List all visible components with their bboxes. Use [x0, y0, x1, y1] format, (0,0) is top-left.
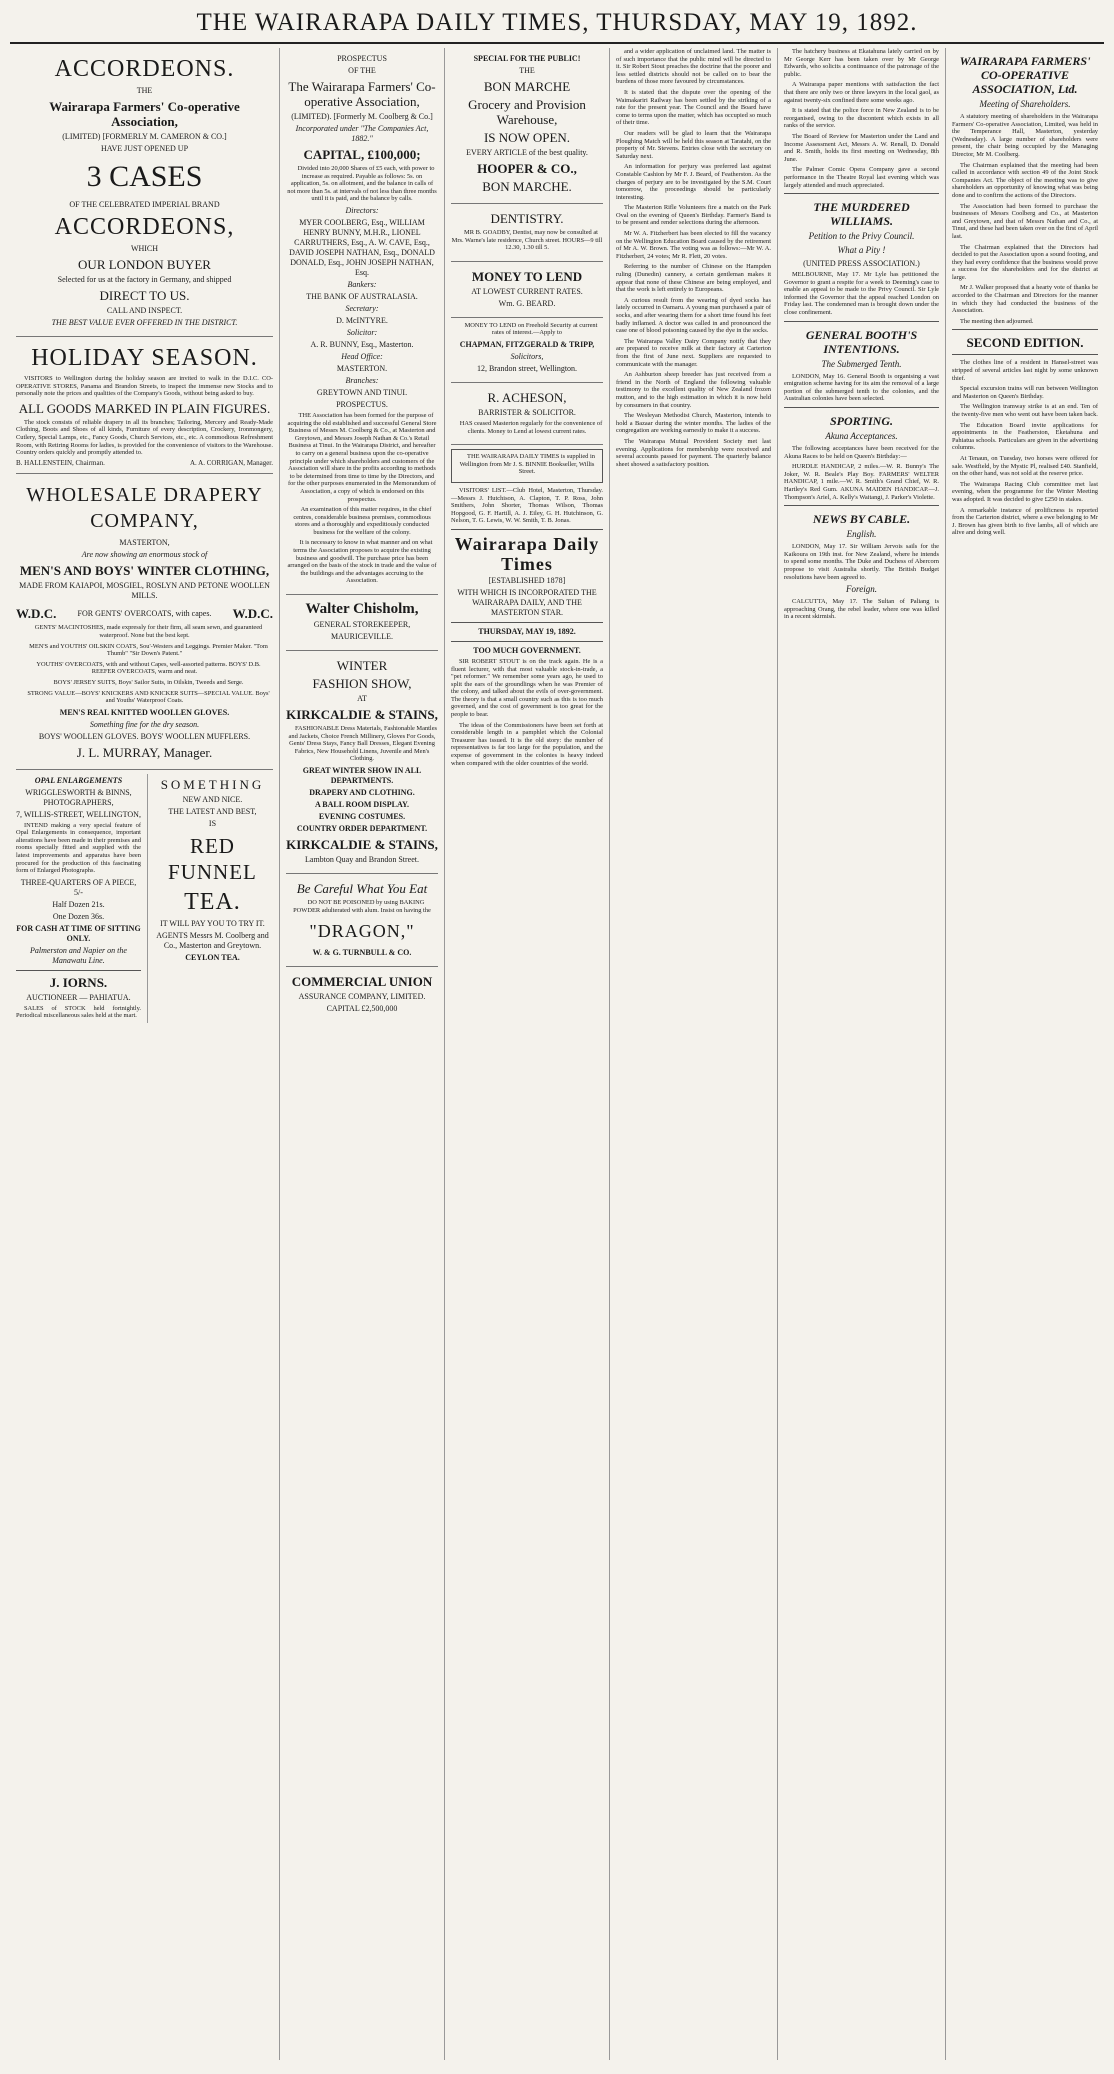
wholesale-showing: Are now showing an enormous stock of: [81, 550, 208, 560]
meeting-body-1: A statutory meeting of shareholders in the Wairarapa Farmers' Co-operative Association, Limited, was held in the Temperance Hall, Masterton, yesterday (Wednesday). A large number of shareholders were present, the chair being occupied by the Managing Director, Mr M. Coolberg.: [952, 113, 1098, 158]
gents-text: GENTS' MACINTOSHES, made expressly for their firm, all seam sewn, and guaranteed waterproof. None but the best kept.: [34, 624, 263, 639]
boys-jersey-text: BOYS' JERSEY SUITS, Boys' Sailor Suits, in Oilskin, Tweeds and Serge.: [53, 678, 244, 686]
second-body-2: Special excursion trains will run between Wellington and Masterton on Queen's Birthday.: [952, 385, 1098, 400]
second-body-6: The Wairarapa Racing Club committee met last evening, when the programme for the Winter Meeting was adopted. It was decided to give £250 in stakes.: [952, 480, 1098, 503]
chisholm-ad: [286, 595, 438, 651]
of-the: OF THE: [348, 66, 376, 75]
dentistry-title: DENTISTRY.: [490, 211, 564, 226]
divider: [952, 354, 1098, 355]
made-from: MADE FROM KAIAPOI, MOSGIEL, ROSLYN AND PETONE WOOLLEN MILLS.: [19, 581, 270, 601]
secretary-text: D. McINTYRE.: [336, 315, 388, 325]
bon-marche-2: BON MARCHE.: [482, 179, 572, 194]
is-label: IS: [208, 818, 217, 828]
news-body-1: and a wider application of unclaimed land. The matter is of such importance that the public mind will be directed to it. Sir Robert Stout preaches the doctrine that the poorer and less settled districts should not be called on to bear the burdens of those more favoured by circumstances.: [616, 48, 771, 86]
with-which: WITH WHICH IS INCORPORATED THE WAIRARAPA DAILY, AND THE MASTERTON STAR.: [457, 587, 597, 617]
cable-body-1: LONDON, May 17. Sir William Jervois sails for the Kaikoura on 19th inst. for New Zealand, where he intends to spend some months. The Duke and Duchess of Abercorn propose to visit Australia shortly. The British Budget resolutions have been agreed to.: [784, 543, 939, 581]
local-body-5: The Palmer Comic Opera Company gave a second performance in the Theatre Royal last evening which was largely attended and much appreciated.: [784, 166, 939, 189]
date-line: THURSDAY, MAY 19, 1892.: [478, 626, 576, 636]
incorporated: Incorporated under "The Companies Act, 1882.": [295, 124, 429, 143]
dentistry-text: MR B. GOADBY, Dentist, may now be consulted at Mrs. Warne's late residence, Church street. HOURS—9 till 12.30, 1.30 till 5.: [451, 229, 603, 252]
news-body-10: An Ashburton sheep breeder has just received from a friend in the North of England the following valuable testimony to the excellent quality of New Zealand frozen mutton, and to the high estimation in which it is now held by consumers in that country.: [616, 371, 771, 409]
which: WHICH: [130, 244, 159, 253]
great-winter: GREAT WINTER SHOW IN ALL DEPARTMENTS.: [302, 766, 422, 785]
ceylon-tea: CEYLON TEA.: [185, 952, 240, 962]
strong-value-text: STRONG VALUE—BOYS' KNICKERS AND KNICKER SUITS—SPECIAL VALUE. Boys' and Youths' Waterproof Coats.: [27, 689, 270, 705]
too-much-government: TOO MUCH GOVERNMENT.: [473, 645, 581, 655]
london-buyer: OUR LONDON BUYER: [78, 257, 211, 272]
daily-times-text: THE WAIRARAPA DAILY TIMES is supplied in Wellington from Mr J. S. BINNIE Bookseller, Willis Street.: [459, 453, 595, 476]
meeting-body-3: The Association had been formed to purchase the businesses of Messrs Coolberg and Co., at Masterton and Greytown, and that of Messrs Nathan and Co., at Tinui, and these had been taken over on the first of April last.: [952, 202, 1098, 240]
prospectus-ad: [286, 48, 438, 595]
prospectus-body-1: THE Association has been formed for the purpose of acquiring the old established and successful General Store Business of Messrs M. Coolberg & Co., at Masterton and Greytown, and Messrs Joseph Nathan & Co.'s Retail Business at Tinui. In the Wairarapa District, and hereafter to carry on a general business upon the co-operative principle under which shareholders and customers of the Association will share in the profits according to methods to be determined from time to time by the Directors, and for the other purposes enumerated in the Memorandum of Association, a copy of which is endorsed on this prospectus.: [287, 411, 437, 503]
opal-cash: FOR CASH AT TIME OF SITTING ONLY.: [16, 923, 141, 943]
masthead-rule: [10, 42, 1104, 44]
money-title: MONEY TO LEND: [471, 268, 583, 284]
capital-text: Divided into 20,000 Shares of £5 each, with power to increase as required. Payable as follows: 5s. on application, 5s. on allotment, and the balance in calls of not more than 5s. at intervals of not less than three months until it is paid, and the balance by calls.: [287, 165, 437, 203]
money-text: MONEY TO LEND on Freehold Security at current rates of interest.—Apply to: [464, 321, 598, 337]
grocery: Grocery and Provision Warehouse,: [468, 97, 586, 127]
second-edition: SECOND EDITION.: [966, 335, 1084, 351]
money-ad: [451, 262, 603, 318]
meeting-subtitle: Meeting of Shareholders.: [979, 99, 1071, 109]
news-body-2: It is stated that the dispute over the opening of the Waimakariri Railway has been settled by the striking of a rate for the present year. The Council and the Board have come to terms upon the matter, which has occupied so much of their time.: [616, 88, 771, 127]
divider: [784, 407, 939, 408]
limited-label: (LIMITED) [FORMERLY M. CAMERON & CO.]: [62, 132, 227, 141]
visitors-list: VISITORS' LIST.—Club Hotel, Masterton, Thursday.—Messrs J. Hutchison, A. Clapton, T. P. Ross, John Smithers, John Shorter, Thomas Wilson, Thomas Hopgood, G. F. Hartill, A. J. Eiley, G. H. Hutchinson, G. Nelson, T. G. Lewis, W. W. Smith, T. B. Jonas.: [451, 486, 603, 525]
accordeons-title: ACCORDEONS.: [54, 56, 235, 82]
news-body-7: Referring to the number of Chinese on the Hampden ruling (Dunedin) cannery, a certain gentleman makes it appear that none of these Chinese are being employed, and that the work is left entirely to Europeans.: [616, 263, 771, 294]
selected: Selected for us at the factory in Germany, and shipped: [57, 275, 232, 284]
accordeons-ad: [16, 48, 273, 337]
acheson-ad: [451, 383, 603, 445]
branches-heading: Branches:: [345, 375, 379, 385]
country-order: COUNTRY ORDER DEPARTMENT.: [296, 824, 428, 833]
columns: [10, 48, 1104, 2060]
divider: [784, 505, 939, 506]
holiday-text-2: The stock consists of reliable drapery in all its branches; Tailoring, Mercery and Ready-Made Clothing, Boots and Shoes of all kinds, Furniture of every description, Crockery, Ironmongery, Cutlery, Special Lamps, etc., Fancy Goods, Church Services, etc., etc. A commodious Refreshment Room, with Retiring Rooms for ladies, is provided for the convenience of visitors to the Warehouse. Country orders quickly and promptly attended to.: [16, 418, 273, 457]
head-office-heading: Head Office:: [341, 351, 383, 361]
news-body-6: Mr W. A. Fitzherbert has been elected to fill the vacancy on the Wellington Education Board caused by the retirement of Mr A. W. Brown. The voting was as follows:—Mr W. A. Fitzherbert, 24 votes; Mr R. Flett, 20 votes.: [616, 230, 771, 260]
booth-heading: GENERAL BOOTH'S INTENTIONS.: [805, 327, 918, 356]
editorial-body-1: SIR ROBERT STOUT is on the track again. He is a fluent lecturer, with that most valuable stock-in-trade, a "pet reformer." We remember some years ago, he used to split the ears of the groundlings when he was Premier of the colony, and talked about the evils of over-government. The theory is that a small country such as this is too much governed, and the cost of government is too great for the people to bear.: [451, 657, 603, 719]
meeting-body-6: The meeting then adjourned.: [960, 317, 1034, 325]
second-body-7: A remarkable instance of prolificness is reported from the Carterton district, where a ewe belonging to Mr J. Brown has given birth to five lambs, all of which are alive and doing well.: [952, 506, 1098, 537]
column-1: [10, 48, 280, 2060]
column-2: [280, 48, 445, 2060]
something: SOMETHING: [160, 776, 265, 792]
local-body-3: It is stated that the police force in New Zealand is to be reorganised, owing to the discontent which exists in all ranks of the service.: [784, 107, 939, 130]
wholesale-title: WHOLESALE DRAPERY COMPANY,: [26, 484, 263, 533]
lambton-quay: Lambton Quay and Brandon Street.: [305, 855, 419, 864]
new-nice: NEW AND NICE.: [182, 794, 243, 804]
special-notice: SPECIAL FOR THE PUBLIC!: [473, 54, 581, 63]
divider: [952, 329, 1098, 330]
iorns-title: J. IORNS.: [49, 974, 108, 990]
ball-room: A BALL ROOM DISPLAY.: [314, 800, 410, 809]
branches-text: GREYTOWN AND TINUI.: [316, 387, 408, 397]
editorial-body-2: The ideas of the Commissioners have been set forth at considerable length in a pamphlet which the Colonial Treasurer has issued. It is the old story: the number of representatives is far too large for the population, and the expense of government in the colonies is heavy indeed when compared with the older countries of the world.: [451, 721, 603, 767]
commercial-title: COMMERCIAL UNION: [291, 974, 433, 990]
dragon-title: "DRAGON,": [309, 921, 415, 942]
prospectus-body-2: An examination of this matter requires, in the chief centres, considerable business premises, commodious stores and a thoroughly and expeditiously conducted business for the welfare of the colony.: [293, 506, 432, 536]
local-body-1: The hatchery business at Ekatahuna lately carried on by Mr George Kerr has been taken over by Mr George Edwards, who solicits a continuance of the patronage of the public.: [784, 48, 939, 78]
iorns-sales: SALES of STOCK held fortnightly. Periodical miscellaneous sales held at the mart.: [16, 1004, 141, 1020]
english-heading: English.: [846, 529, 877, 540]
column-6: [946, 48, 1104, 2060]
news-body-11: The Wesleyan Methodist Church, Masterton, intends to hold a Bazaar during the winter months. The ladies of the congregation are working earnestly to make it a success.: [616, 412, 771, 435]
commercial-sub: ASSURANCE COMPANY, LIMITED.: [298, 992, 426, 1002]
turnbull: W. & G. TURNBULL & CO.: [312, 948, 412, 958]
lowest-rates: AT LOWEST CURRENT RATES.: [471, 286, 583, 296]
akuna-heading: Akuna Acceptances.: [825, 431, 898, 442]
divider: [784, 321, 939, 322]
chapman: CHAPMAN, FITZGERALD & TRIPP,: [459, 339, 595, 349]
prospectus-body-3: It is necessary to know in what manner and on what terms the Association proposes to acquire the existing business and goodwill. The purchase price has been arranged on the basis of the stock in trade and the value of the buildings and the advantages accruing to the Association.: [287, 539, 437, 585]
it-will-pay: IT WILL PAY YOU TO TRY IT.: [160, 918, 265, 928]
press-association: (UNITED PRESS ASSOCIATION.): [803, 259, 920, 269]
baking-text: DO NOT BE POISONED by using BAKING POWDER adulterated with alum. Insist on having the: [293, 899, 431, 914]
head-office-text: MASTERTON.: [336, 363, 388, 373]
opal-sub: WRIGGLESWORTH & BINNS, PHOTOGRAPHERS,: [25, 787, 132, 807]
daily-times-box: [451, 449, 603, 483]
news-body-9: The Wairarapa Valley Dairy Company notify that they are prepared to receive milk at their factory at Carterton from the first of June next. Suppliers are requested to communicate with the manager.: [616, 337, 771, 368]
local-body-4: The Board of Review for Masterton under the Land and Income Assessment Act, Messrs A. W. Renall, D. Donald and R. Smith, holds its first meeting on Wednesday, 8th June.: [784, 132, 939, 163]
dentistry-ad: [451, 204, 603, 262]
holiday-ad: [16, 337, 273, 474]
tea-ad: [147, 774, 273, 1023]
careful-title: Be Careful What You Eat: [296, 881, 428, 896]
celebrated: OF THE CELEBRATED IMPERIAL BRAND: [69, 200, 220, 209]
opal-text: INTEND making a very special feature of Opal Enlargements in consequence, important alterations have been made in their premises and rooms specially fitted and supplied with the latest improvements and apparatus have been procured for the production of this fascinating form of Enlarged Photographs.: [16, 821, 141, 875]
prospectus-heading: PROSPECTUS: [337, 54, 387, 63]
second-body-5: At Tenaun, on Tuesday, two horses were offered for sale. Westfield, by the Mystic Pl, realised £40. Stanfield, on the other hand, was not sold at the reserve price.: [952, 454, 1098, 478]
direct-to-us: DIRECT TO US.: [99, 288, 190, 303]
signature-manager: A. A. CORRIGAN, Manager.: [189, 458, 273, 467]
sporting-body-2: HURDLE HANDICAP, 2 miles.—W. R. Bunny's The Joker, W. R. Beale's Play Boy. FARMERS' WELTER HANDICAP, 1 mile.—W. R. Smith's Grand Chief, W. R. Hartley's Red Gum. AKUNA MAIDEN HANDICAP.—J. Thompson's Ariel, A. Kelly's Waitangi, J. Parker's Violette.: [784, 463, 939, 501]
meeting-body-2: The Chairman explained that the meeting had been called in accordance with section 49 of the Joint Stock Companies Act. The object of the meeting was to give shareholders an opportunity of knowing what was being done and to confirm the actions of the Directors.: [952, 161, 1098, 199]
mens-youths-text: MEN'S and YOUTHS' OILSKIN COATS, Sou'-Westers and Leggings. Premier Maker. "Tom Thumb" "Sir Down's Patent.": [29, 642, 268, 658]
call-inspect: CALL AND INSPECT.: [106, 306, 183, 315]
have-opened: HAVE JUST OPENED UP: [100, 144, 189, 153]
wdc-left: W.D.C.: [16, 606, 57, 622]
opal-title: OPAL ENLARGEMENTS: [34, 775, 123, 785]
editorial-masthead: [451, 534, 603, 656]
times-title: Wairarapa Daily Times: [454, 533, 600, 574]
signature-chairman: B. HALLENSTEIN, Chairman.: [16, 458, 105, 467]
news-body-3: Our readers will be glad to learn that the Wairarapa Ploughing Match will be held this season at Taratahi, on the property of Mr. Stevens. Entries close with the secretary on Saturday next.: [616, 129, 771, 160]
second-body-3: The Wellington tramway strike is at an end. Ten of the twenty-five men who went out have been taken back.: [952, 403, 1098, 418]
hooper: HOOPER & CO.,: [477, 161, 577, 176]
kirkcaldie-ad: [286, 651, 438, 874]
prospectus-limited: (LIMITED). [Formerly M. Coolberg & Co.]: [291, 112, 433, 121]
news-body-8: A curious result from the wearing of dyed socks has lately occurred in Oamaru. A young man purchased a pair of socks, and after wearing them for a short time found his feet badly inflamed. A doctor was called in and pronounced the case one of blood poisoning caused by the dye in the socks.: [616, 296, 771, 335]
news-body-4: An information for perjury was preferred last against Constable Cashion by Mr F. J. Beard, of Featherston. As the charges of perjury are to be investigated by the S.M. Court tomorrow, the proceedings should be particularly interesting.: [616, 163, 771, 201]
acheson-text: HAS ceased Masterton regularly for the convenience of clients. Money to Lend at lowest current rates.: [459, 419, 603, 435]
meeting-body-4: The Chairman explained that the Directors had decided to put the Association upon a sound footing, and they had every confidence that the business would prove a success for the shareholders and for the district at large.: [952, 243, 1098, 281]
chapman-ad: [451, 318, 603, 383]
cable-heading: NEWS BY CABLE.: [812, 512, 911, 527]
bottom-ads-row: [16, 770, 273, 1023]
acheson-title: R. ACHESON,: [487, 389, 567, 405]
column-5: [778, 48, 946, 2060]
divider: [451, 622, 603, 623]
bankers-heading: Bankers:: [347, 279, 377, 289]
wdc-row: [16, 603, 273, 624]
capital: CAPITAL, £100,000;: [303, 147, 421, 162]
news-body-5: The Masterton Rifle Volunteers fire a match on the Park Oval on the evening of Queen's Birthday. Farmer's Band is to be present and render selections during the afternoon.: [616, 204, 771, 227]
holiday-title: HOLIDAY SEASON.: [31, 345, 258, 371]
news-body-12: The Wairarapa Mutual Provident Society met last evening. Applications for membership were received and several accounts passed for payment. The quarterly balance sheet showed a satisfactory position.: [616, 437, 771, 468]
column-4: [610, 48, 778, 2060]
beard: Wm. G. BEARD.: [498, 298, 556, 308]
masthead: THE WAIRARAPA DAILY TIMES, THURSDAY, MAY 19, 1892.: [196, 9, 918, 36]
drapery-clothing: DRAPERY AND CLOTHING.: [309, 788, 415, 797]
tea-agents: AGENTS Messrs M. Coolberg and Co., Masterton and Greytown.: [156, 930, 269, 950]
solicitor-heading: Solicitor:: [346, 327, 378, 337]
mauriceville: MAURICEVILLE.: [331, 632, 393, 642]
brandon-street: 12, Brandon street, Wellington.: [476, 363, 578, 373]
local-body-2: A Wairarapa paper mentions with satisfaction the fact that there are only two or three lawyers in the local gaol, as against twenty-six confined there some weeks ago.: [784, 81, 939, 104]
dragon-ad: [286, 874, 438, 967]
opal-half-dozen: Half Dozen 21s.: [52, 899, 105, 909]
sporting-body-1: The following acceptances have been received for the Akuna Races to be held on Queen's Birthday:—: [784, 445, 939, 460]
second-body-1: The clothes line of a resident in Hansel-street was stripped of several articles last night by some unknown thief.: [952, 359, 1098, 382]
the-label: THE: [136, 86, 153, 95]
mens-boys-clothing: MEN'S AND BOYS' WINTER CLOTHING,: [19, 563, 270, 579]
iorns-auctioneer: AUCTIONEER — PAHIATUA.: [26, 992, 131, 1002]
kirkcaldie-title: KIRKCALDIE & STAINS,: [286, 707, 438, 723]
divider: [784, 193, 939, 194]
every-article: EVERY ARTICLE of the best quality.: [466, 148, 588, 157]
petition-heading: Petition to the Privy Council.: [808, 231, 915, 242]
wdc-right: W.D.C.: [232, 606, 273, 622]
bon-marche: BON MARCHE: [483, 79, 571, 94]
solicitor-text: A. R. BUNNY, Esq., Masterton.: [310, 339, 414, 349]
boys-socks: BOYS' WOOLLEN GLOVES. BOYS' WOOLLEN MUFFLERS.: [38, 731, 251, 741]
cable-body-2: CALCUTTA, May 17. The Sultan of Paliang is approaching Orang, the rebel leader, where one was killed in a recent skirmish.: [784, 598, 939, 621]
barrister: BARRISTER & SOLICITOR.: [478, 407, 576, 417]
opal-address: 7, WILLIS-STREET, WELLINGTON,: [16, 809, 141, 819]
booth-body: LONDON, May 16. General Booth is organising a vast emigration scheme having for its aim the removal of a large portion of the submerged tenth to the colonies, and the Australian colonies have been selected.: [784, 372, 939, 403]
prospectus-subheading: PROSPECTUS.: [336, 399, 388, 409]
bankers-text: THE BANK OF AUSTRALASIA.: [306, 291, 418, 301]
what-a-pity: What a Pity !: [837, 245, 886, 256]
sporting-heading: SPORTING.: [829, 414, 893, 429]
second-body-4: The Education Board invite applications for appointments in the Featherston, Eketahuna and Pahiatua schools. Particulars are given in the advertising columns.: [952, 421, 1098, 452]
holiday-text: VISITORS to Wellington during the holiday season are invited to walk in the D.I.C. CO-OPERATIVE STORES, Panama and Brandon Streets, to inspect the immense new Stocks and to personally note the prices and qualities of the Company's Goods, without being asked to buy.: [16, 375, 273, 398]
divider: [451, 529, 603, 530]
murray-signature: J. L. MURRAY, Manager.: [76, 744, 213, 760]
directors-list: MYER COOLBERG, Esq., WILLIAM HENRY BUNNY, M.H.R., LIONEL CARRUTHERS, Esq., A. W. CAVE, Esq., DAVID JOSEPH NATHAN, Esq., DONALD DONALD, Esq., JOHN JOSEPH NATHAN, Esq.: [289, 217, 435, 277]
fashion-show: FASHION SHOW,: [312, 676, 412, 692]
fashionable-text: FASHIONABLE Dress Materials, Fashionable Mantles and Jackets, Choice French Millinery, Gloves For Goods, Gents' Dress Stays, Fancy Ball Dresses, Elegant Evening Fabrics, New Household Linens, Juvenile and Men's Clothing.: [288, 725, 438, 763]
knitted-sub: Something fine for the dry season.: [89, 719, 200, 729]
red-funnel: RED FUNNEL: [168, 833, 257, 884]
accordeons-subtitle: ACCORDEONS,: [54, 214, 235, 240]
foreign-heading: Foreign.: [846, 584, 877, 595]
opal-ad: [16, 774, 141, 1023]
youths-text: YOUTHS' OVERCOATS, with and without Capes, well-assorted patterns. BOYS' D.B. REEFER OVERCOATS, warm and neat.: [36, 660, 261, 676]
now-open: IS NOW OPEN.: [483, 130, 571, 145]
directors-heading: Directors:: [345, 205, 379, 215]
signatures: [16, 460, 273, 468]
evening-costumes: EVENING COSTUMES.: [318, 812, 406, 821]
divider: [451, 641, 603, 642]
secretary-heading: Secretary:: [345, 303, 379, 313]
three-cases: 3 CASES: [86, 160, 203, 193]
wholesale-ad: [16, 474, 273, 769]
wdc-middle: FOR GENTS' OVERCOATS, with capes.: [77, 608, 212, 618]
established: [ESTABLISHED 1878]: [488, 575, 566, 585]
murdered-heading: THE MURDERED WILLIAMS.: [813, 200, 910, 229]
column-3: [445, 48, 610, 2060]
commercial-ad: [286, 967, 438, 1022]
best-value: THE BEST VALUE EVER OFFERED IN THE DISTRICT.: [51, 318, 238, 327]
commercial-capital: CAPITAL £2,500,000: [326, 1004, 398, 1014]
latest-best: THE LATEST AND BEST,: [168, 806, 257, 816]
assoc-name: Wairarapa Farmers' Co-operative Association,: [49, 99, 240, 129]
divider: [16, 970, 141, 971]
wholesale-location: MASTERTON,: [119, 538, 170, 548]
bon-marche-ad: [451, 48, 603, 204]
opal-palmerston: Palmerston and Napier on the Manawatu Line.: [30, 945, 127, 965]
kirkcaldie-title-2: KIRKCALDIE & STAINS,: [286, 837, 438, 852]
knitted-gloves: MEN'S REAL KNITTED WOOLLEN GLOVES.: [59, 707, 230, 717]
murdered-body: MELBOURNE, May 17. Mr Lyle has petitioned the Governor to grant a respite for a week to Deeming's case to enable an appeal to be made to the Privy Council. Sir Lyle informed the Governor that the appeal reached London on Friday last. The condemned man is brought down under the close confinement.: [784, 271, 939, 317]
opal-prices: THREE-QUARTERS OF A PIECE, 5/-: [20, 877, 137, 897]
meeting-title: WAIRARAPA FARMERS' CO-OPERATIVE ASSOCIATION, Ltd.: [959, 54, 1091, 96]
at-label: AT: [357, 694, 367, 704]
solicitors: Solicitors,: [510, 351, 544, 361]
submerged-heading: The Submerged Tenth.: [821, 358, 902, 369]
the-label-3: THE: [519, 66, 535, 75]
prospectus-assoc: The Wairarapa Farmers' Co-operative Association,: [288, 79, 436, 109]
walter-chisholm: Walter Chisholm,: [305, 601, 419, 618]
winter: WINTER: [336, 658, 388, 674]
meeting-body-5: Mr J. Walker proposed that a hearty vote of thanks be accorded to the Chairman and Directors for the manner in which they had conducted the business of the Association.: [952, 284, 1098, 315]
opal-one-dozen: One Dozen 36s.: [52, 911, 105, 921]
tea-title: TEA.: [184, 888, 241, 915]
general-storekeeper: GENERAL STOREKEEPER,: [313, 620, 411, 630]
plain-figures: ALL GOODS MARKED IN PLAIN FIGURES.: [18, 400, 271, 416]
